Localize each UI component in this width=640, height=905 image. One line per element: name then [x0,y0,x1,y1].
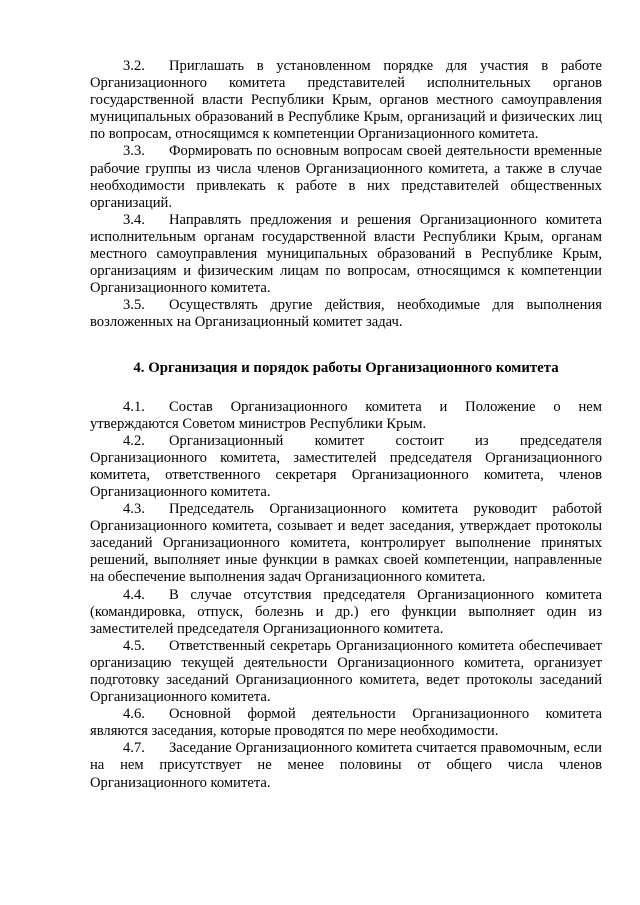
clause-number: 3.2. [123,58,145,74]
clause-3-5 [90,297,602,331]
clause-4-7 [90,740,602,791]
clause-number: 4.5. [123,637,145,654]
clause-4-4 [90,587,602,638]
clause-4-6 [90,706,602,740]
clause-number: 4.7. [123,740,145,757]
clause-text: В случае отсутствия председателя Организационного комитета (командировка, отпуск, болезнь и др.) его функции выполняет один из заместителей председателя Организационного комитета. [90,586,602,637]
clause-text: Осуществлять другие действия, необходимые для выполнения возложенных на Организационный комитет задач. [90,297,602,331]
clause-text: Направлять предложения и решения Организационного комитета исполнительным органам государственной власти Республики Крым, органам местного самоуправления муниципальных образований в Республике Крым, организациям и физическим лицам по вопросам, относящимся к компетенции Организационного комитета. [90,211,602,297]
clause-text: Заседание Организационного комитета считается правомочным, если на нем присутствует не менее половины от общего числа членов Организационного комитета. [90,740,602,791]
clause-4-2 [90,433,602,501]
clause-number: 3.5. [123,297,145,314]
document-body [90,58,602,792]
clause-number: 4.6. [123,706,145,723]
clause-number: 4.4. [123,586,145,603]
clause-3-4 [90,212,602,297]
clause-text: Председатель Организационного комитета руководит работой Организационного комитета, созывает и ведет заседания, утверждает протоколы заседаний Организационного комитета, контролирует выполнение принятых решений, выполняет иные функции в рамках своей компетенции, направленные на обеспечение выполнения задач Организационного комитета. [90,501,602,586]
clause-4-1 [90,399,602,433]
clause-3-2 [90,58,602,143]
clause-text: Состав Организационного комитета и Положение о нем утверждаются Советом министров Республики Крым. [90,398,602,432]
clause-number: 4.1. [123,398,145,415]
section-4-heading: 4. Организация и порядок работы Организационного комитета [133,359,559,376]
clause-number: 3.3. [123,143,145,160]
clause-number: 4.2. [123,432,145,449]
clause-number: 4.3. [123,501,145,518]
clause-3-3 [90,143,602,211]
clause-number: 3.4. [123,211,145,228]
clause-4-3 [90,501,602,586]
clause-text: Ответственный секретарь Организационного комитета обеспечивает организацию текущей деятельности Организационного комитета, организует подготовку заседаний Организационного комитета, ведет протоколы заседаний Организационного комитета. [90,637,602,706]
clause-text: Формировать по основным вопросам своей деятельности временные рабочие группы из числа членов Организационного комитета, а также в случае необходимости привлекать к работе в них представителей общественных организаций. [90,143,602,211]
clause-text: Организационный комитет состоит из председателя Организационного комитета, заместителей председателя Организационного комитета, ответственного секретаря Организационного комитета, членов Организационного комитета. [90,432,602,500]
clause-text: Приглашать в установленном порядке для участия в работе Организационного комитета представителей исполнительных органов государственной власти Республики Крым, органов местного самоуправления муниципальных образований в Республике Крым, организаций и физических лиц по вопросам, относящимся к компетенции Организационного комитета. [90,58,602,143]
clause-4-5 [90,638,602,706]
clause-text: Основной формой деятельности Организационного комитета являются заседания, которые проводятся по мере необходимости. [90,706,602,740]
